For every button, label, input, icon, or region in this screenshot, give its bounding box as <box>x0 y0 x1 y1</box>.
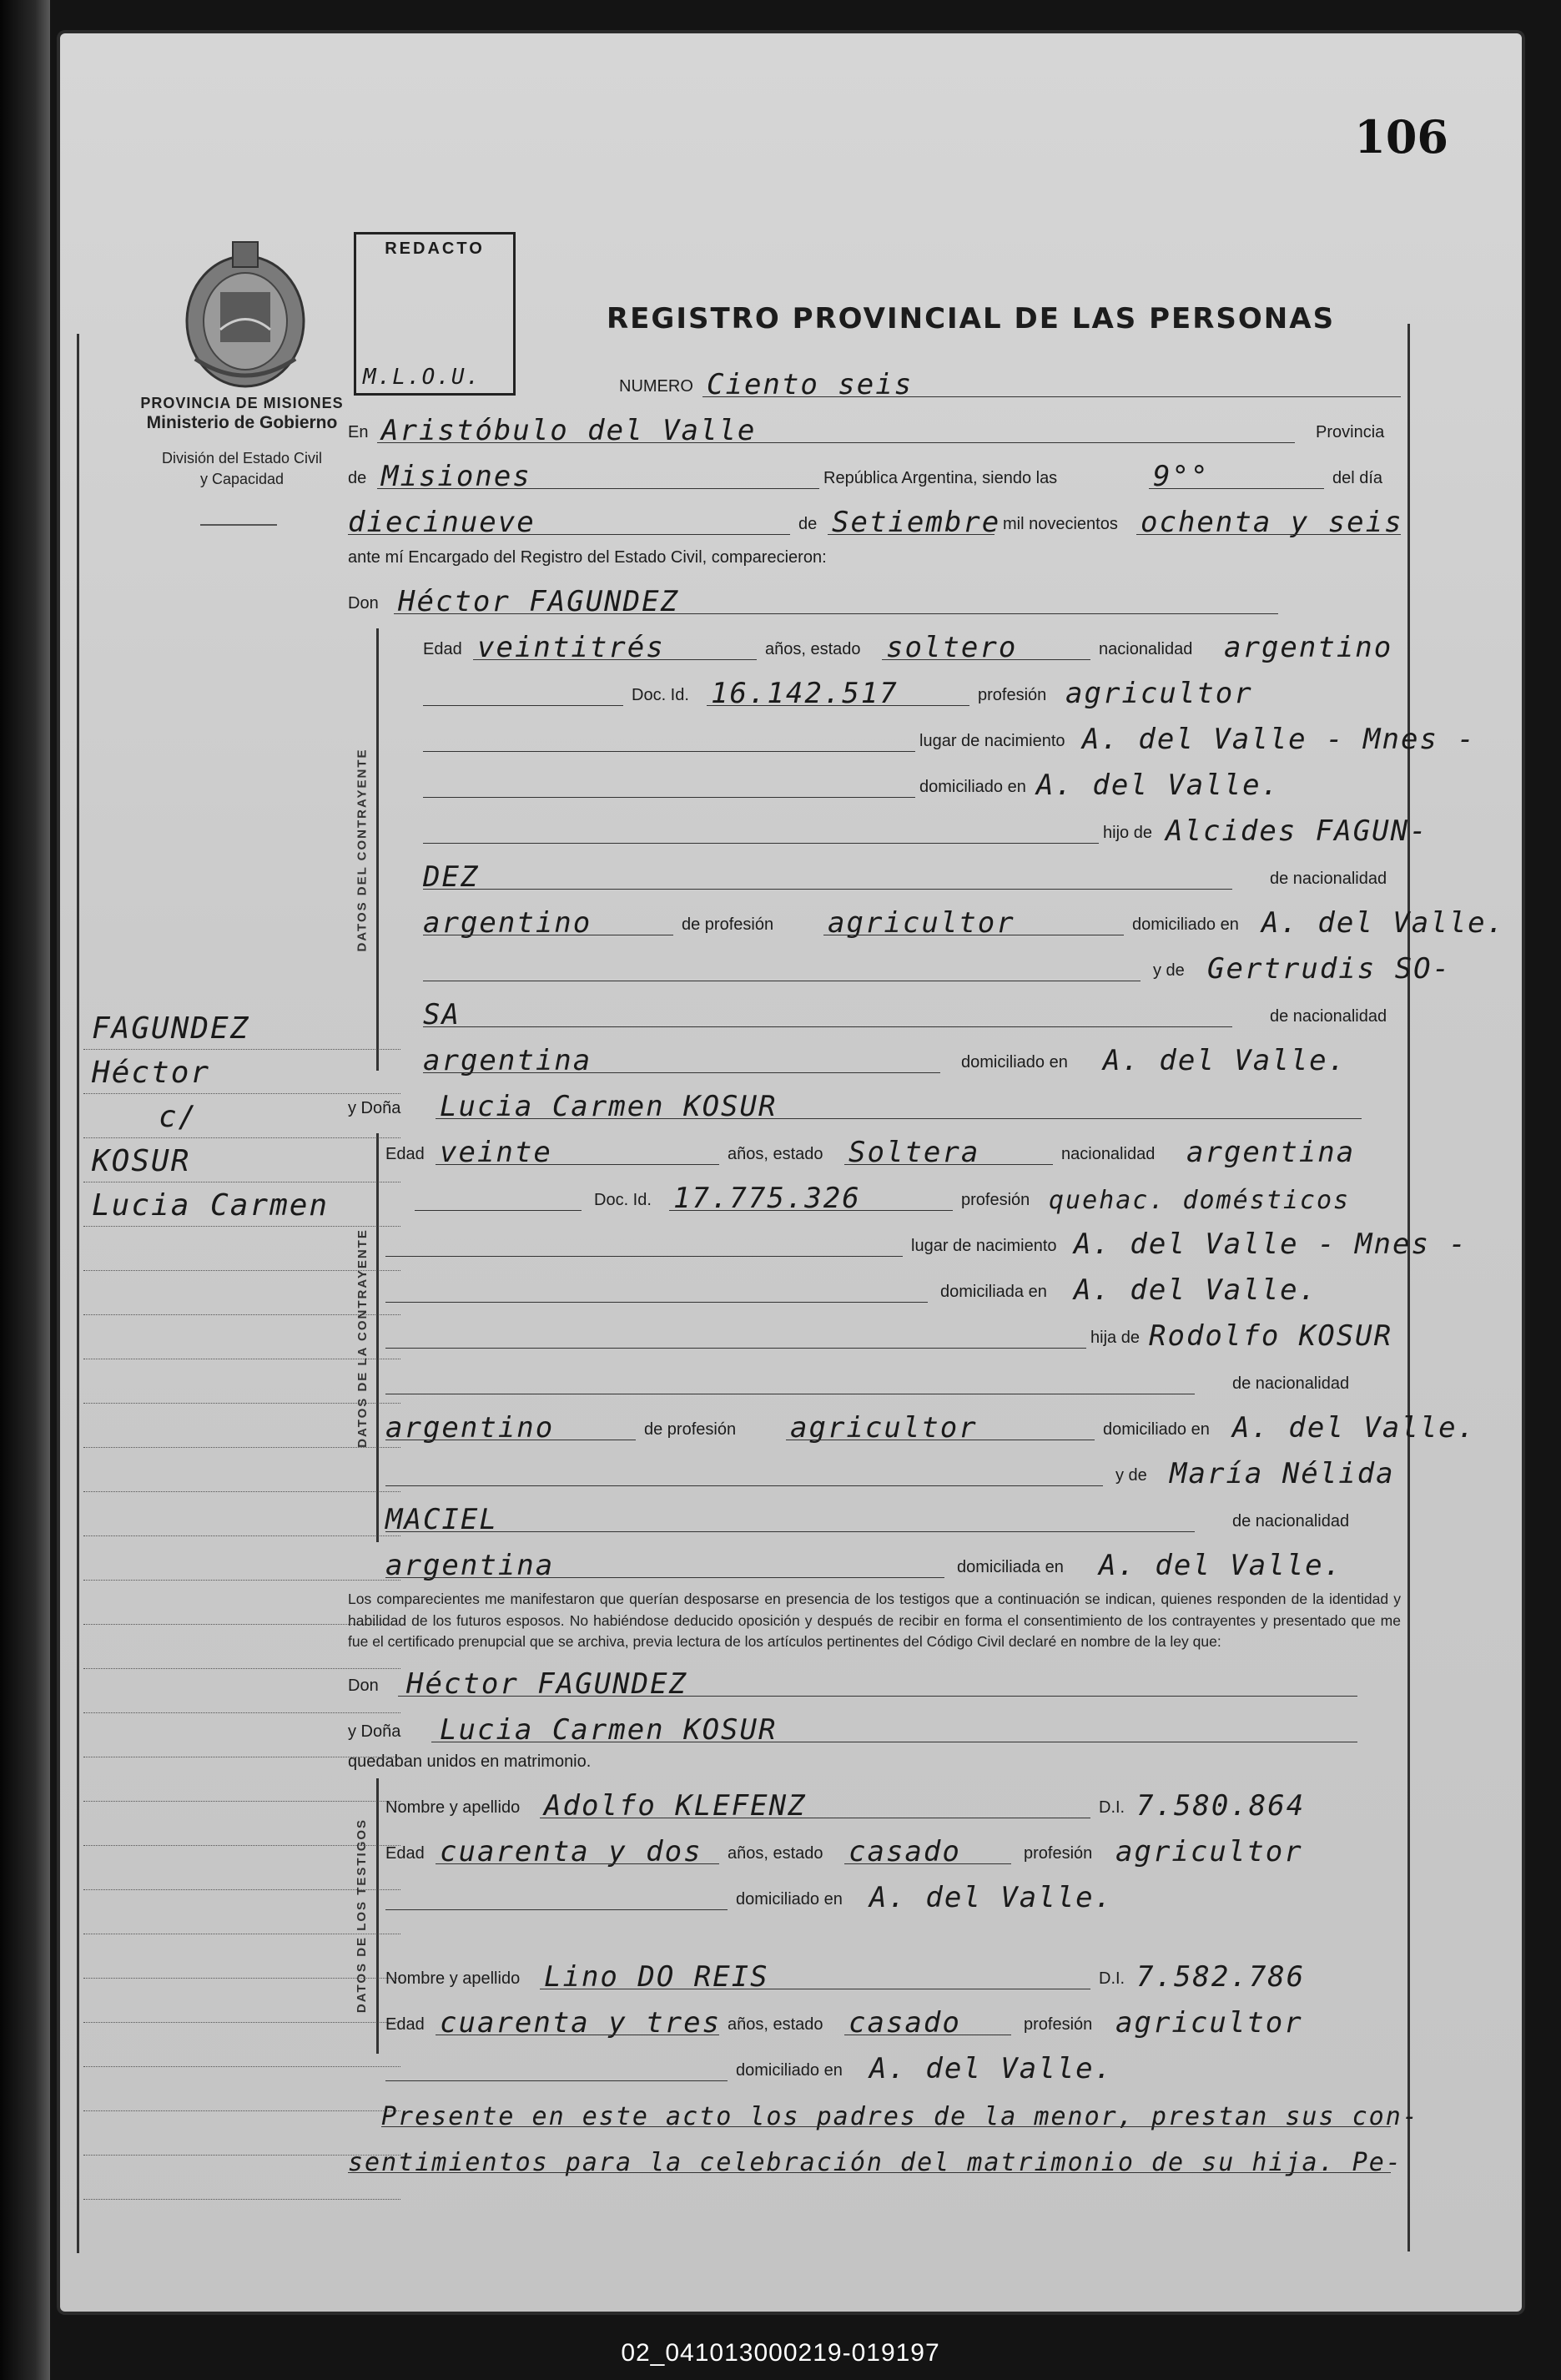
edad-label: Edad <box>423 640 462 658</box>
edad-value: veintitrés <box>477 631 665 664</box>
scan-identifier: 02_041013000219-019197 <box>621 2339 940 2367</box>
binder-edge <box>0 0 50 2380</box>
t2-edad-label: Edad <box>385 2014 425 2034</box>
padre2-prof-value: agricultor <box>790 1411 978 1445</box>
decl-don-value: Héctor FAGUNDEZ <box>406 1667 688 1701</box>
t2-profesion-label: profesión <box>1024 2014 1093 2034</box>
lugar-nac2-label: lugar de nacimiento <box>911 1237 1057 1255</box>
margin-connector: c/ <box>159 1100 199 1134</box>
margin-surname: FAGUNDEZ <box>92 1011 250 1046</box>
acta-body <box>348 357 1506 2179</box>
lugar-nac2-value: A. del Valle - Mnes - <box>1074 1228 1468 1261</box>
nota-line-1 <box>348 2087 1419 2133</box>
t2-nombre-value: Lino DO REIS <box>544 1959 769 1994</box>
padre-cont-value: DEZ <box>423 860 480 894</box>
numero-label: NUMERO <box>619 377 693 396</box>
nota-line-2 <box>348 2133 1401 2179</box>
estado2-label: años, estado <box>728 1145 823 1163</box>
margin-firstname: Héctor <box>92 1056 211 1090</box>
lugar-value: Aristóbulo del Valle <box>381 414 757 447</box>
nacionalidad-value: argentino <box>1224 631 1393 664</box>
doc-value: 16.142.517 <box>711 677 899 710</box>
declaracion-paragraph: Los comparecientes me manifestaron que querían desposarse en presencia de los testigos que a continuación se indican, quienes responden de la identidad y habilidad de los futuros esposos. No habiéndose deducido oposición y después de recibir en forma el consentimiento de los contrayentes y presentado que me fue el certificado prenupcial que se archiva, previa lectura de los artículos pertinentes del Código Civil declaré en nombre de la ley que: <box>348 1591 1401 1650</box>
profesion2-value: quehac. domésticos <box>1049 1186 1351 1215</box>
hora-value: 9°° <box>1153 460 1210 493</box>
nota-text-1: Presente en este acto los padres de la menor, prestan sus con- <box>381 2101 1419 2131</box>
right-margin-rule <box>1407 324 1410 2251</box>
profesion-label: profesión <box>978 686 1047 704</box>
contrayente-section <box>348 620 1506 1079</box>
line-don <box>348 574 1401 620</box>
dona-value: Lucia Carmen KOSUR <box>440 1090 778 1123</box>
t2-profesion-value: agricultor <box>1115 2005 1303 2040</box>
novecientos-label: mil novecientos <box>1003 515 1118 533</box>
dia-value: diecinueve <box>348 506 536 539</box>
contrayente-side-label: DATOS DEL CONTRAYENTE <box>348 628 379 1071</box>
padre2-nac-value: argentino <box>385 1411 555 1445</box>
domicilio-label: domiciliado en <box>919 778 1026 796</box>
line-dona <box>348 1079 1401 1125</box>
don-label: Don <box>348 594 379 613</box>
t1-nombre-label: Nombre y apellido <box>385 1798 521 1817</box>
dom-en2-label: domiciliado en <box>1103 1420 1210 1439</box>
t1-estado-value: casado <box>848 1834 961 1868</box>
ministerio-header: Ministerio de Gobierno <box>146 413 338 432</box>
padre2-dom-value: A. del Valle. <box>1232 1411 1477 1445</box>
edad2-value: veinte <box>440 1136 552 1169</box>
line-quedaban <box>348 1748 1401 1778</box>
division-line-2: y Capacidad <box>199 471 285 487</box>
provincia-label: Provincia <box>1316 423 1385 441</box>
padre-dom-value: A. del Valle. <box>1261 906 1506 940</box>
margin-firstname-2: Lucia Carmen <box>92 1188 330 1223</box>
doc2-value: 17.775.326 <box>673 1182 861 1215</box>
en-label: En <box>348 423 369 441</box>
hija-label: hija de <box>1090 1329 1140 1347</box>
contrayenta-side-label: DATOS DE LA CONTRAYENTE <box>348 1133 379 1542</box>
t2-domicilio-label: domiciliado en <box>736 2060 843 2080</box>
madre2-dom-value: A. del Valle. <box>1099 1549 1343 1582</box>
numero-value: Ciento seis <box>707 368 914 401</box>
edad2-label: Edad <box>385 1145 425 1163</box>
madre2-de-nac-label: de nacionalidad <box>1232 1512 1350 1530</box>
decl-dona-label: y Doña <box>348 1722 401 1741</box>
dom-en-label: domiciliado en <box>1132 915 1239 934</box>
division-line-1: División del Estado Civil <box>161 450 323 466</box>
t2-nombre-label: Nombre y apellido <box>385 1969 521 1988</box>
y-de-label: y de <box>1153 961 1185 980</box>
lugar-nac-value: A. del Valle - Mnes - <box>1082 723 1476 756</box>
page-number: 106 <box>1354 110 1448 164</box>
t2-doc-value: 7.582.786 <box>1136 1959 1306 1994</box>
de-prof-label: de profesión <box>682 915 774 934</box>
estado2-value: Soltera <box>848 1136 980 1169</box>
madre2-dom-label: domiciliada en <box>957 1558 1064 1576</box>
madre2-cont-value: MACIEL <box>385 1503 498 1536</box>
t1-domicilio-label: domiciliado en <box>736 1889 843 1909</box>
nota-text-2: sentimientos para la celebración del matrimonio de su hija. Pe- <box>348 2147 1402 2177</box>
decl-don-label: Don <box>348 1676 379 1695</box>
t1-domicilio-value: A. del Valle. <box>869 1880 1114 1914</box>
padre2-value: Rodolfo KOSUR <box>1149 1319 1393 1353</box>
padre-nac-value: argentino <box>423 906 592 940</box>
padre-prof-value: agricultor <box>828 906 1015 940</box>
estado-value: soltero <box>886 631 1018 664</box>
t1-profesion-value: agricultor <box>1115 1834 1303 1868</box>
t1-edad-label: Edad <box>385 1843 425 1863</box>
provincia-header: PROVINCIA DE MISIONES <box>140 395 344 411</box>
del-dia-label: del día <box>1332 469 1383 487</box>
redacto-label: REDACTO <box>385 240 485 258</box>
decl-dona-value: Lucia Carmen KOSUR <box>440 1712 778 1747</box>
domicilio2-value: A. del Valle. <box>1074 1273 1318 1307</box>
hijo-label: hijo de <box>1103 824 1152 842</box>
t1-estado-label: años, estado <box>728 1843 823 1863</box>
dona-label: y Doña <box>348 1099 401 1117</box>
t2-d-label: D.I. <box>1099 1969 1125 1988</box>
madre2-value: María Nélida <box>1170 1457 1395 1490</box>
domicilio2-label: domiciliada en <box>940 1283 1047 1301</box>
line-provincia <box>348 449 1401 495</box>
estado-label: años, estado <box>765 640 861 658</box>
doc-label: Doc. Id. <box>632 686 689 704</box>
madre-dom-value: A. del Valle. <box>1103 1044 1347 1077</box>
nacionalidad-label: nacionalidad <box>1099 640 1193 658</box>
de-mes-label: de <box>798 515 818 533</box>
de-nac2-label: de nacionalidad <box>1232 1374 1350 1393</box>
t1-profesion-label: profesión <box>1024 1843 1093 1863</box>
provincia-value: Misiones <box>381 460 531 493</box>
de-nac-label: de nacionalidad <box>1270 870 1387 888</box>
t1-nombre-value: Adolfo KLEFENZ <box>544 1788 807 1823</box>
anio-value: ochenta y seis <box>1141 506 1403 539</box>
madre-cont-value: SA <box>423 998 461 1031</box>
header-rule <box>200 524 277 526</box>
t2-edad-value: cuarenta y tres <box>440 2005 722 2040</box>
line-decl-dona <box>348 1702 1401 1748</box>
ante-label: ante mí Encargado del Registro del Estado Civil, comparecieron: <box>348 548 827 567</box>
line-fecha <box>348 495 1401 541</box>
line-numero <box>348 357 1401 403</box>
madre-de-nac-label: de nacionalidad <box>1270 1007 1387 1026</box>
left-margin-rule <box>77 334 79 2253</box>
t2-estado-label: años, estado <box>728 2014 823 2034</box>
redacto-value: M.L.O.U. <box>363 365 481 390</box>
line-decl-don <box>348 1656 1401 1702</box>
padre-value: Alcides FAGUN- <box>1166 814 1428 848</box>
de-label: de <box>348 469 367 487</box>
madre-dom-label: domiciliado en <box>961 1053 1068 1072</box>
line-ante <box>348 541 1401 574</box>
register-page <box>60 33 1522 2312</box>
nacionalidad2-label: nacionalidad <box>1061 1145 1156 1163</box>
madre-value: Gertrudis SO- <box>1207 952 1452 986</box>
domicilio-value: A. del Valle. <box>1036 769 1281 802</box>
republica-label: República Argentina, siendo las <box>823 469 1058 487</box>
don-value: Héctor FAGUNDEZ <box>398 585 680 618</box>
contrayenta-section <box>348 1125 1477 1584</box>
t1-d-label: D.I. <box>1099 1798 1125 1817</box>
testigos-section <box>348 1778 1401 2087</box>
nacionalidad2-value: argentina <box>1186 1136 1356 1169</box>
quedaban-text: quedaban unidos en matrimonio. <box>348 1752 592 1771</box>
profesion2-label: profesión <box>961 1191 1030 1209</box>
t1-doc-value: 7.580.864 <box>1136 1788 1306 1823</box>
doc2-label: Doc. Id. <box>594 1191 652 1209</box>
provincial-coat-of-arms-icon <box>162 234 329 392</box>
de-prof2-label: de profesión <box>644 1420 737 1439</box>
lugar-nac-label: lugar de nacimiento <box>919 732 1065 750</box>
line-lugar <box>348 403 1401 449</box>
y-de2-label: y de <box>1115 1466 1147 1485</box>
margin-surname-2: KOSUR <box>92 1144 191 1178</box>
document-title: REGISTRO PROVINCIAL DE LAS PERSONAS <box>607 302 1336 335</box>
t2-estado-value: casado <box>848 2005 961 2040</box>
t2-domicilio-value: A. del Valle. <box>869 2051 1114 2085</box>
mes-value: Setiembre <box>832 506 1001 539</box>
profesion-value: agricultor <box>1065 677 1253 710</box>
t1-edad-value: cuarenta y dos <box>440 1834 702 1868</box>
testigos-side-label: DATOS DE LOS TESTIGOS <box>348 1778 379 2054</box>
madre2-nac-value: argentina <box>385 1549 555 1582</box>
madre-nac-value: argentina <box>423 1044 592 1077</box>
